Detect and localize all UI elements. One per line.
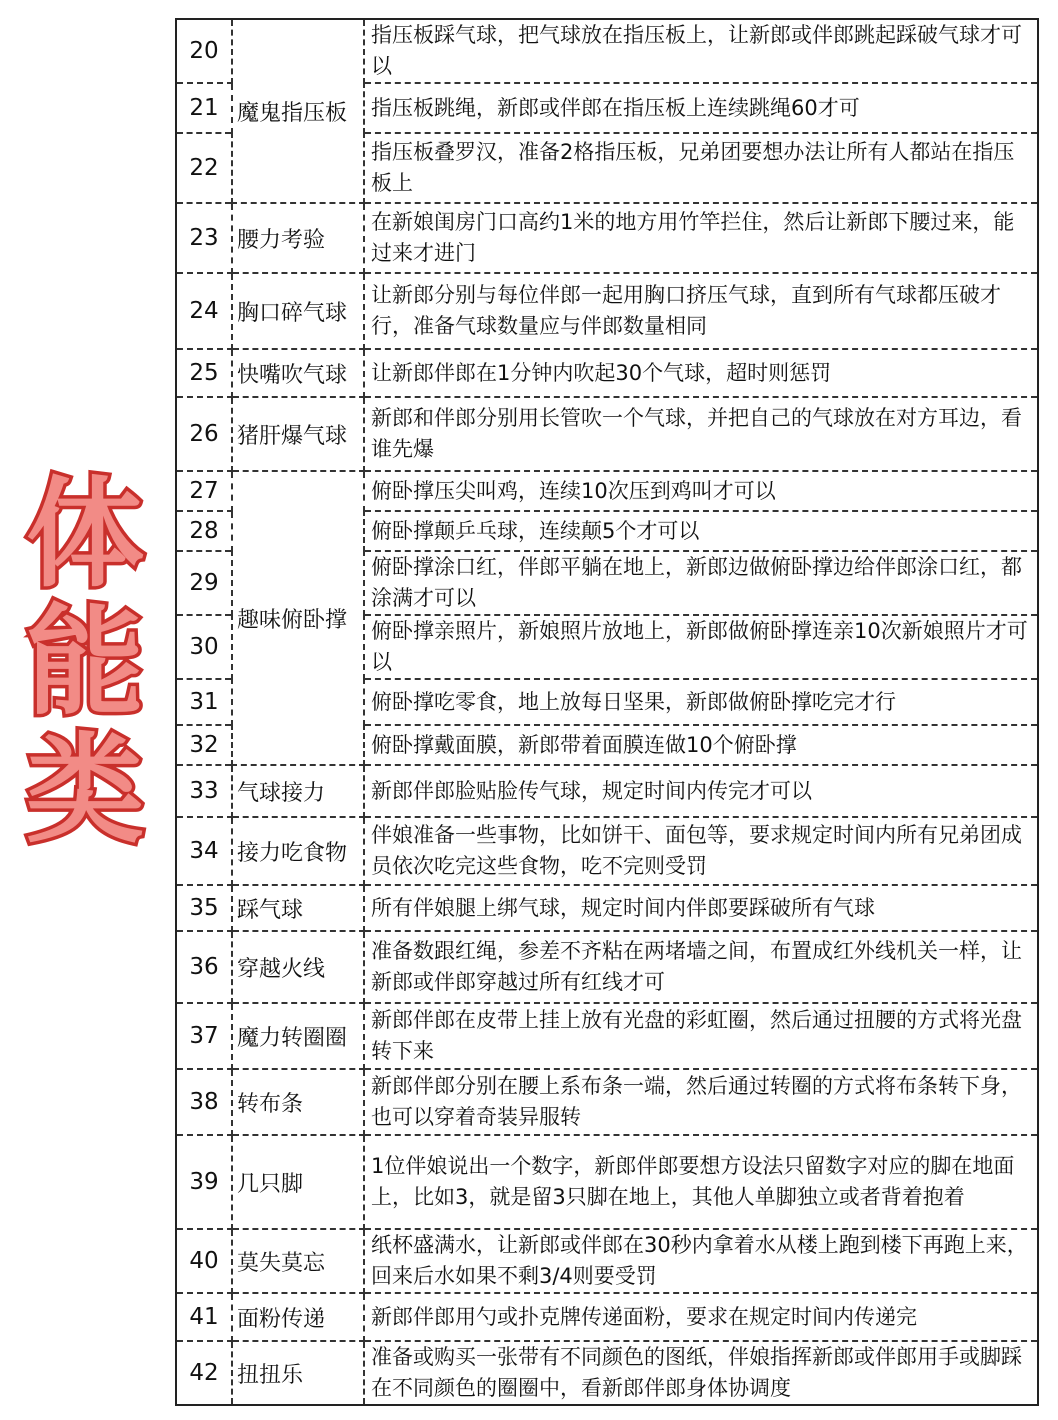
- row-number: 38: [176, 1069, 232, 1135]
- table-row: [176, 471, 1038, 511]
- row-number: 23: [176, 203, 232, 273]
- table-row: [176, 1229, 1038, 1293]
- game-name: 转布条: [232, 1069, 364, 1135]
- game-name: 胸口碎气球: [232, 273, 364, 349]
- game-name: 几只脚: [232, 1135, 364, 1229]
- table-row: [176, 1293, 1038, 1341]
- category-title-char: 类: [25, 721, 144, 859]
- row-number: 20: [176, 19, 232, 83]
- game-name: 气球接力: [232, 765, 364, 817]
- row-number: 36: [176, 931, 232, 1003]
- game-description: 俯卧撑压尖叫鸡，连续10次压到鸡叫才可以: [364, 471, 1038, 511]
- row-number: 25: [176, 349, 232, 397]
- row-number: 39: [176, 1135, 232, 1229]
- row-number: 29: [176, 551, 232, 615]
- game-description: 新郎伴郎脸贴脸传气球，规定时间内传完才可以: [364, 765, 1038, 817]
- table-row: [176, 931, 1038, 1003]
- category-title: [10, 465, 160, 859]
- row-number: 34: [176, 817, 232, 885]
- game-name: 莫失莫忘: [232, 1229, 364, 1293]
- game-description: 让新郎分别与每位伴郎一起用胸口挤压气球，直到所有气球都压破才行，准备气球数量应与伴郎数量相同: [364, 273, 1038, 349]
- row-number: 24: [176, 273, 232, 349]
- row-number: 40: [176, 1229, 232, 1293]
- game-description: 伴娘准备一些事物，比如饼干、面包等，要求规定时间内所有兄弟团成员依次吃完这些食物，吃不完则受罚: [364, 817, 1038, 885]
- game-description: 新郎伴郎用勺或扑克牌传递面粉，要求在规定时间内传递完: [364, 1293, 1038, 1341]
- game-description: 所有伴娘腿上绑气球，规定时间内伴郎要踩破所有气球: [364, 885, 1038, 931]
- row-number: 22: [176, 133, 232, 203]
- game-name: 面粉传递: [232, 1293, 364, 1341]
- game-description: 纸杯盛满水，让新郎或伴郎在30秒内拿着水从楼上跑到楼下再跑上来，回来后水如果不剩3/4则要受罚: [364, 1229, 1038, 1293]
- game-description: 指压板叠罗汉，准备2格指压板，兄弟团要想办法让所有人都站在指压板上: [364, 133, 1038, 203]
- table-row: [176, 765, 1038, 817]
- table-row: [176, 19, 1038, 83]
- row-number: 32: [176, 725, 232, 765]
- game-description: 俯卧撑颠乒乓球，连续颠5个才可以: [364, 511, 1038, 551]
- game-description: 俯卧撑涂口红，伴郎平躺在地上，新郎边做俯卧撑边给伴郎涂口红，都涂满才可以: [364, 551, 1038, 615]
- game-description: 新郎伴郎在皮带上挂上放有光盘的彩虹圈，然后通过扭腰的方式将光盘转下来: [364, 1003, 1038, 1069]
- game-name: 扭扭乐: [232, 1341, 364, 1405]
- game-description: 俯卧撑吃零食，地上放每日坚果，新郎做俯卧撑吃完才行: [364, 679, 1038, 725]
- row-number: 28: [176, 511, 232, 551]
- row-number: 35: [176, 885, 232, 931]
- game-name: 魔力转圈圈: [232, 1003, 364, 1069]
- category-title-char: 体: [25, 465, 144, 603]
- row-number: 37: [176, 1003, 232, 1069]
- game-description: 在新娘闺房门口高约1米的地方用竹竿拦住，然后让新郎下腰过来，能过来才进门: [364, 203, 1038, 273]
- table-row: [176, 1003, 1038, 1069]
- row-number: 42: [176, 1341, 232, 1405]
- table-row: [176, 349, 1038, 397]
- game-description: 新郎和伴郎分别用长管吹一个气球，并把自己的气球放在对方耳边，看谁先爆: [364, 397, 1038, 471]
- game-name: 踩气球: [232, 885, 364, 931]
- table-row: [176, 273, 1038, 349]
- game-description: 准备或购买一张带有不同颜色的图纸，伴娘指挥新郎或伴郎用手或脚踩在不同颜色的圈圈中，看新郎伴郎身体协调度: [364, 1341, 1038, 1405]
- game-name: 穿越火线: [232, 931, 364, 1003]
- game-description: 让新郎伴郎在1分钟内吹起30个气球，超时则惩罚: [364, 349, 1038, 397]
- game-name: 快嘴吹气球: [232, 349, 364, 397]
- table-row: [176, 885, 1038, 931]
- game-name: 接力吃食物: [232, 817, 364, 885]
- game-name: 猪肝爆气球: [232, 397, 364, 471]
- game-name: 趣味俯卧撑: [232, 471, 364, 765]
- table-row: [176, 1341, 1038, 1405]
- row-number: 27: [176, 471, 232, 511]
- game-description: 指压板跳绳，新郎或伴郎在指压板上连续跳绳60才可: [364, 83, 1038, 133]
- category-title-char: 能: [25, 593, 144, 731]
- game-description: 准备数跟红绳，参差不齐粘在两堵墙之间，布置成红外线机关一样，让新郎或伴郎穿越过所有红线才可: [364, 931, 1038, 1003]
- game-name: 腰力考验: [232, 203, 364, 273]
- row-number: 31: [176, 679, 232, 725]
- row-number: 33: [176, 765, 232, 817]
- games-table: [175, 18, 1039, 1406]
- row-number: 26: [176, 397, 232, 471]
- game-description: 俯卧撑亲照片，新娘照片放地上，新郎做俯卧撑连亲10次新娘照片才可以: [364, 615, 1038, 679]
- table-row: [176, 397, 1038, 471]
- game-description: 俯卧撑戴面膜，新郎带着面膜连做10个俯卧撑: [364, 725, 1038, 765]
- game-name: 魔鬼指压板: [232, 19, 364, 203]
- table-row: [176, 817, 1038, 885]
- row-number: 41: [176, 1293, 232, 1341]
- row-number: 30: [176, 615, 232, 679]
- row-number: 21: [176, 83, 232, 133]
- game-description: 指压板踩气球，把气球放在指压板上，让新郎或伴郎跳起踩破气球才可以: [364, 19, 1038, 83]
- table-row: [176, 1135, 1038, 1229]
- game-description: 新郎伴郎分别在腰上系布条一端，然后通过转圈的方式将布条转下身，也可以穿着奇装异服转: [364, 1069, 1038, 1135]
- table-row: [176, 1069, 1038, 1135]
- game-description: 1位伴娘说出一个数字，新郎伴郎要想方设法只留数字对应的脚在地面上，比如3，就是留3只脚在地上，其他人单脚独立或者背着抱着: [364, 1135, 1038, 1229]
- table-row: [176, 203, 1038, 273]
